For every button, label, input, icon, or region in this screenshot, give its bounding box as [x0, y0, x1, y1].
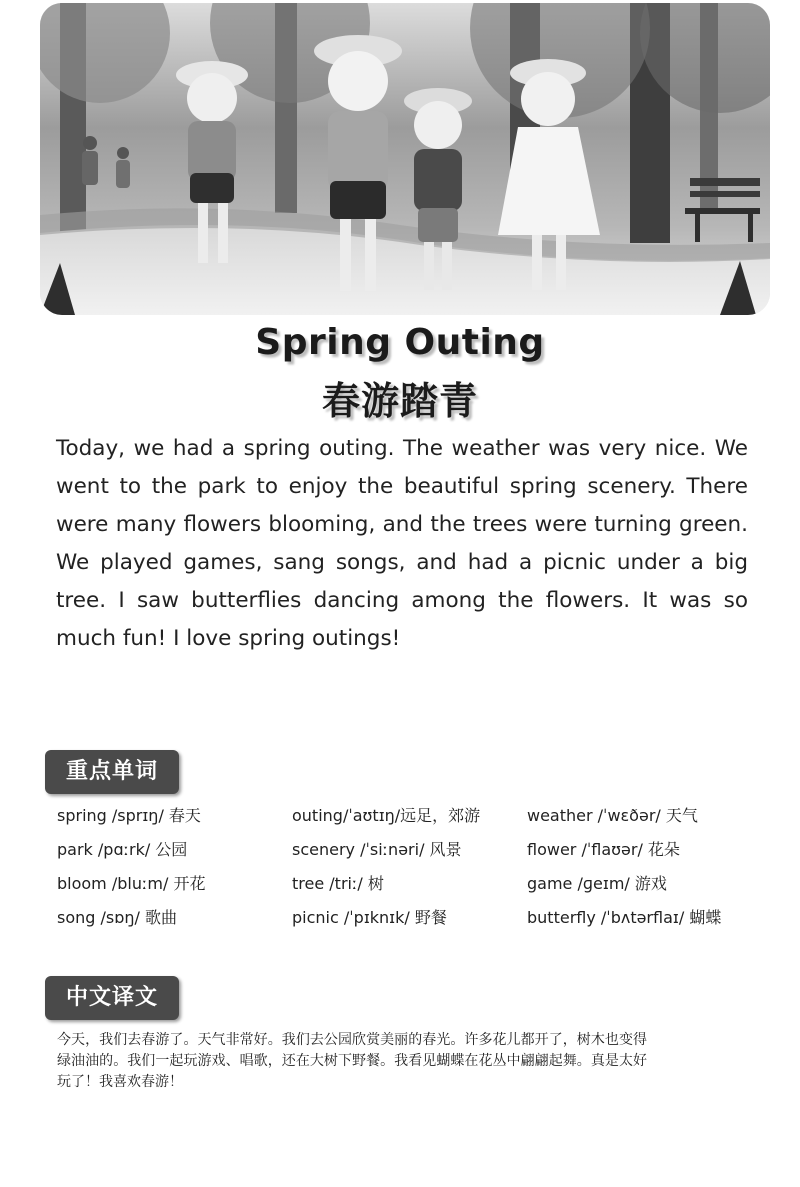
vocab-item: picnic /ˈpɪknɪk/ 野餐: [292, 908, 447, 927]
vocab-item: weather /ˈwɛðər/ 天气: [527, 806, 698, 825]
key-words-label: 重点单词: [45, 750, 179, 794]
vocab-item: flower /ˈflaʊər/ 花朵: [527, 840, 680, 859]
chinese-translation: 今天，我们去春游了。天气非常好。我们去公园欣赏美丽的春光。许多花儿都开了，树木也变得绿油油的。我们一起玩游戏、唱歌，还在大树下野餐。我看见蝴蝶在花丛中翩翩起舞。真是太好玩了！我喜欢春游！: [57, 1032, 647, 1090]
vocab-item: butterfly /ˈbʌtərflaɪ/ 蝴蝶: [527, 908, 722, 927]
page-title-english: Spring Outing: [255, 322, 545, 363]
vocab-item: park /pɑːrk/ 公园: [57, 840, 188, 859]
vocab-item: song /sɒŋ/ 歌曲: [57, 908, 178, 927]
vocab-item: scenery /ˈsiːnəri/ 风景: [292, 840, 462, 859]
translation-label: 中文译文: [45, 976, 179, 1020]
reading-passage: Today, we had a spring outing. The weather was very nice. We went to the park to enjoy the beautiful spring scenery. There were many flowers blooming, and the trees were turning green. We played games, sang songs, and had a picnic under a big tree. I saw butterflies dancing among the flowers. It was so much fun! I love spring outings!: [56, 436, 748, 651]
vocab-item: spring /sprɪŋ/ 春天: [57, 806, 201, 825]
vocab-item: game /ɡeɪm/ 游戏: [527, 874, 667, 893]
page-title-chinese: 春游踏青: [321, 379, 478, 423]
vocab-item: outing/ˈaʊtɪŋ/远足，郊游: [292, 806, 481, 825]
children-walking-in-park-illustration: [40, 3, 770, 315]
hero-illustration: [40, 3, 770, 315]
vocabulary-grid: [57, 805, 757, 929]
vocab-item: bloom /bluːm/ 开花: [57, 874, 206, 893]
vocab-item: tree /triː/ 树: [292, 874, 384, 893]
